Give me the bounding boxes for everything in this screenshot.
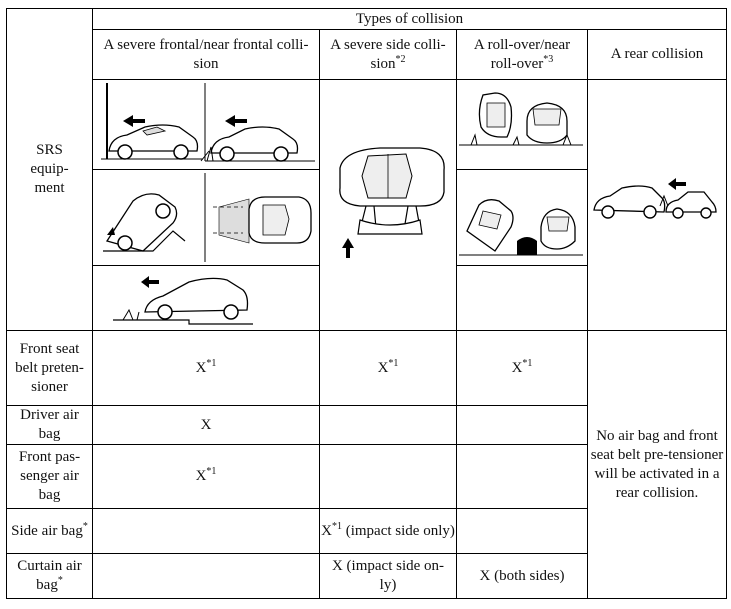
cell-note: *1 bbox=[522, 357, 533, 369]
row-label-text: Side air bag bbox=[11, 522, 83, 539]
cell-side-air-bag-side bbox=[320, 509, 457, 554]
row-label-front-passenger-air-bag: Front pas-senger air bag bbox=[7, 445, 93, 509]
cell-curtain-air-bag-side: X (impact side on-ly) bbox=[320, 554, 457, 599]
row-label-side-air-bag bbox=[7, 509, 93, 554]
side-header-note: *2 bbox=[395, 53, 406, 65]
cell-value: X bbox=[511, 359, 523, 376]
row-label-front-seat-belt-pretensioner: Front seat belt preten-sioner bbox=[7, 331, 93, 406]
near-rollover-illustration bbox=[457, 171, 586, 264]
srs-collision-table bbox=[6, 8, 727, 599]
frontal-header-line2: sion bbox=[193, 55, 219, 72]
cell-side-air-bag-rollover bbox=[457, 509, 588, 554]
row-label-curtain-air-bag bbox=[7, 554, 93, 599]
row-label-driver-air-bag: Driver air bag bbox=[7, 406, 93, 445]
offset-frontal-collision-illustration-cell bbox=[93, 170, 320, 265]
near-rollover-illustration-cell bbox=[457, 170, 588, 265]
rollover-header-line1: A roll-over/near bbox=[473, 36, 571, 53]
side-header-line2: sion bbox=[370, 55, 396, 72]
cell-driver-air-bag-frontal: X bbox=[93, 406, 320, 445]
cell-front-seat-belt-frontal bbox=[93, 331, 320, 406]
rear-collision-illustration bbox=[588, 80, 725, 330]
rollover-illustration bbox=[457, 81, 586, 169]
cell-front-seat-belt-side bbox=[320, 331, 457, 406]
cell-passenger-air-bag-side bbox=[320, 445, 457, 509]
frontal-collision-illustration-cell bbox=[93, 80, 320, 170]
cell-driver-air-bag-rollover bbox=[457, 406, 588, 445]
cell-curtain-air-bag-frontal bbox=[93, 554, 320, 599]
cell-curtain-air-bag-rollover: X (both sides) bbox=[457, 554, 588, 599]
side-header-line1: A severe side colli- bbox=[330, 36, 446, 53]
rollover-header-note: *3 bbox=[543, 53, 554, 65]
types-of-collision-header: Types of collision bbox=[93, 9, 727, 30]
srs-equipment-label: SRS equip-ment bbox=[30, 142, 69, 196]
cell-note: *1 bbox=[388, 357, 399, 369]
row-label-text: Curtain air bag bbox=[17, 558, 82, 593]
rear-collision-illustration-cell bbox=[588, 80, 727, 331]
frontal-collision-illustration bbox=[93, 81, 318, 169]
rear-collision-note: No air bag and front seat belt pre-tensioner will be activated in a rear collision. bbox=[588, 331, 727, 599]
cell-side-air-bag-frontal bbox=[93, 509, 320, 554]
cell-passenger-air-bag-rollover bbox=[457, 445, 588, 509]
rear-collision-header: A rear collision bbox=[588, 30, 727, 80]
cell-value: X bbox=[377, 359, 389, 376]
cell-front-seat-belt-rollover bbox=[457, 331, 588, 406]
row-label-note: * bbox=[57, 575, 63, 586]
cell-note: *1 bbox=[206, 357, 217, 369]
srs-equipment-header bbox=[7, 9, 93, 331]
row-label-note: * bbox=[82, 520, 88, 532]
rollover-illustration-cell bbox=[457, 80, 588, 170]
side-collision-header bbox=[320, 30, 457, 80]
cell-passenger-air-bag-frontal bbox=[93, 445, 320, 509]
cell-note: *1 bbox=[331, 520, 342, 532]
frontal-collision-header bbox=[93, 30, 320, 80]
cell-value: X bbox=[321, 522, 332, 539]
cell-driver-air-bag-side bbox=[320, 406, 457, 445]
underride-collision-illustration bbox=[93, 266, 318, 329]
cell-value: X bbox=[195, 359, 207, 376]
underride-collision-illustration-cell bbox=[93, 265, 320, 330]
offset-frontal-collision-illustration bbox=[93, 171, 318, 264]
side-collision-illustration-cell bbox=[320, 80, 457, 331]
cell-value: X bbox=[195, 468, 207, 484]
rollover-header bbox=[457, 30, 588, 80]
rollover-header-line2: roll-over bbox=[490, 55, 544, 72]
cell-note: *1 bbox=[206, 466, 217, 477]
cell-tail: (impact side only) bbox=[341, 522, 455, 539]
frontal-header-line1: A severe frontal/near frontal colli- bbox=[103, 36, 309, 53]
side-collision-illustration bbox=[320, 80, 455, 330]
